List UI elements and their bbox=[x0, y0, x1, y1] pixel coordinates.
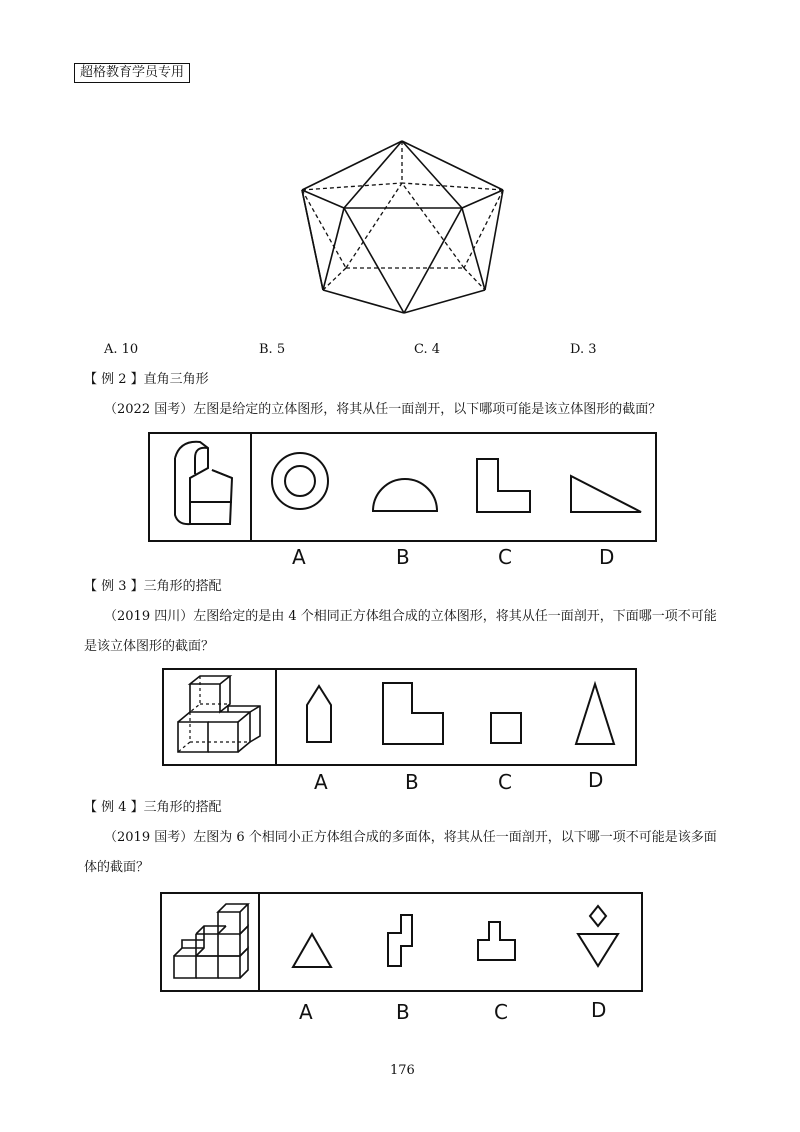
icosahedron-figure bbox=[300, 138, 510, 318]
example-2-shapes bbox=[148, 432, 657, 542]
example-4-heading: 【 例 4 】三角形的搭配 bbox=[84, 800, 222, 815]
example-3-heading: 【 例 3 】三角形的搭配 bbox=[84, 579, 222, 594]
example-4-label-d: D bbox=[591, 998, 607, 1022]
example-4-question-line-1: （2019 国考）左图为 6 个相同小正方体组合成的多面体，将其从任一面剖开，以下哪一项不可能是该多面 bbox=[104, 830, 717, 845]
option-a: A. 10 bbox=[104, 342, 139, 357]
option-d: D. 3 bbox=[570, 342, 597, 357]
example-2-question: （2022 国考）左图是给定的立体图形，将其从任一面剖开，以下哪项可能是该立体图形的截面？ bbox=[104, 402, 662, 417]
example-2-label-c: C bbox=[498, 545, 512, 569]
page-number: 176 bbox=[390, 1063, 415, 1078]
header-stamp: 超格教育学员专用 bbox=[74, 63, 190, 83]
example-4-label-b: B bbox=[396, 1000, 410, 1024]
example-3-label-d: D bbox=[588, 768, 604, 792]
option-b: B. 5 bbox=[259, 342, 286, 357]
example-2-label-b: B bbox=[396, 545, 410, 569]
example-3-shapes bbox=[162, 668, 637, 766]
example-3-label-a: A bbox=[314, 770, 328, 794]
example-2-label-d: D bbox=[599, 545, 615, 569]
example-3-question-line-2: 是该立体图形的截面？ bbox=[84, 639, 215, 654]
example-4-label-a: A bbox=[299, 1000, 313, 1024]
example-3-label-c: C bbox=[498, 770, 512, 794]
example-2-heading: 【 例 2 】直角三角形 bbox=[84, 372, 209, 387]
example-4-shapes bbox=[160, 892, 643, 992]
option-c: C. 4 bbox=[414, 342, 441, 357]
example-3-label-b: B bbox=[405, 770, 419, 794]
example-4-label-c: C bbox=[494, 1000, 508, 1024]
example-3-question-line-1: （2019 四川）左图给定的是由 4 个相同正方体组合成的立体图形，将其从任一面剖开，下面哪一项不可能 bbox=[104, 609, 717, 624]
example-2-label-a: A bbox=[292, 545, 306, 569]
example-4-question-line-2: 体的截面？ bbox=[84, 860, 150, 875]
